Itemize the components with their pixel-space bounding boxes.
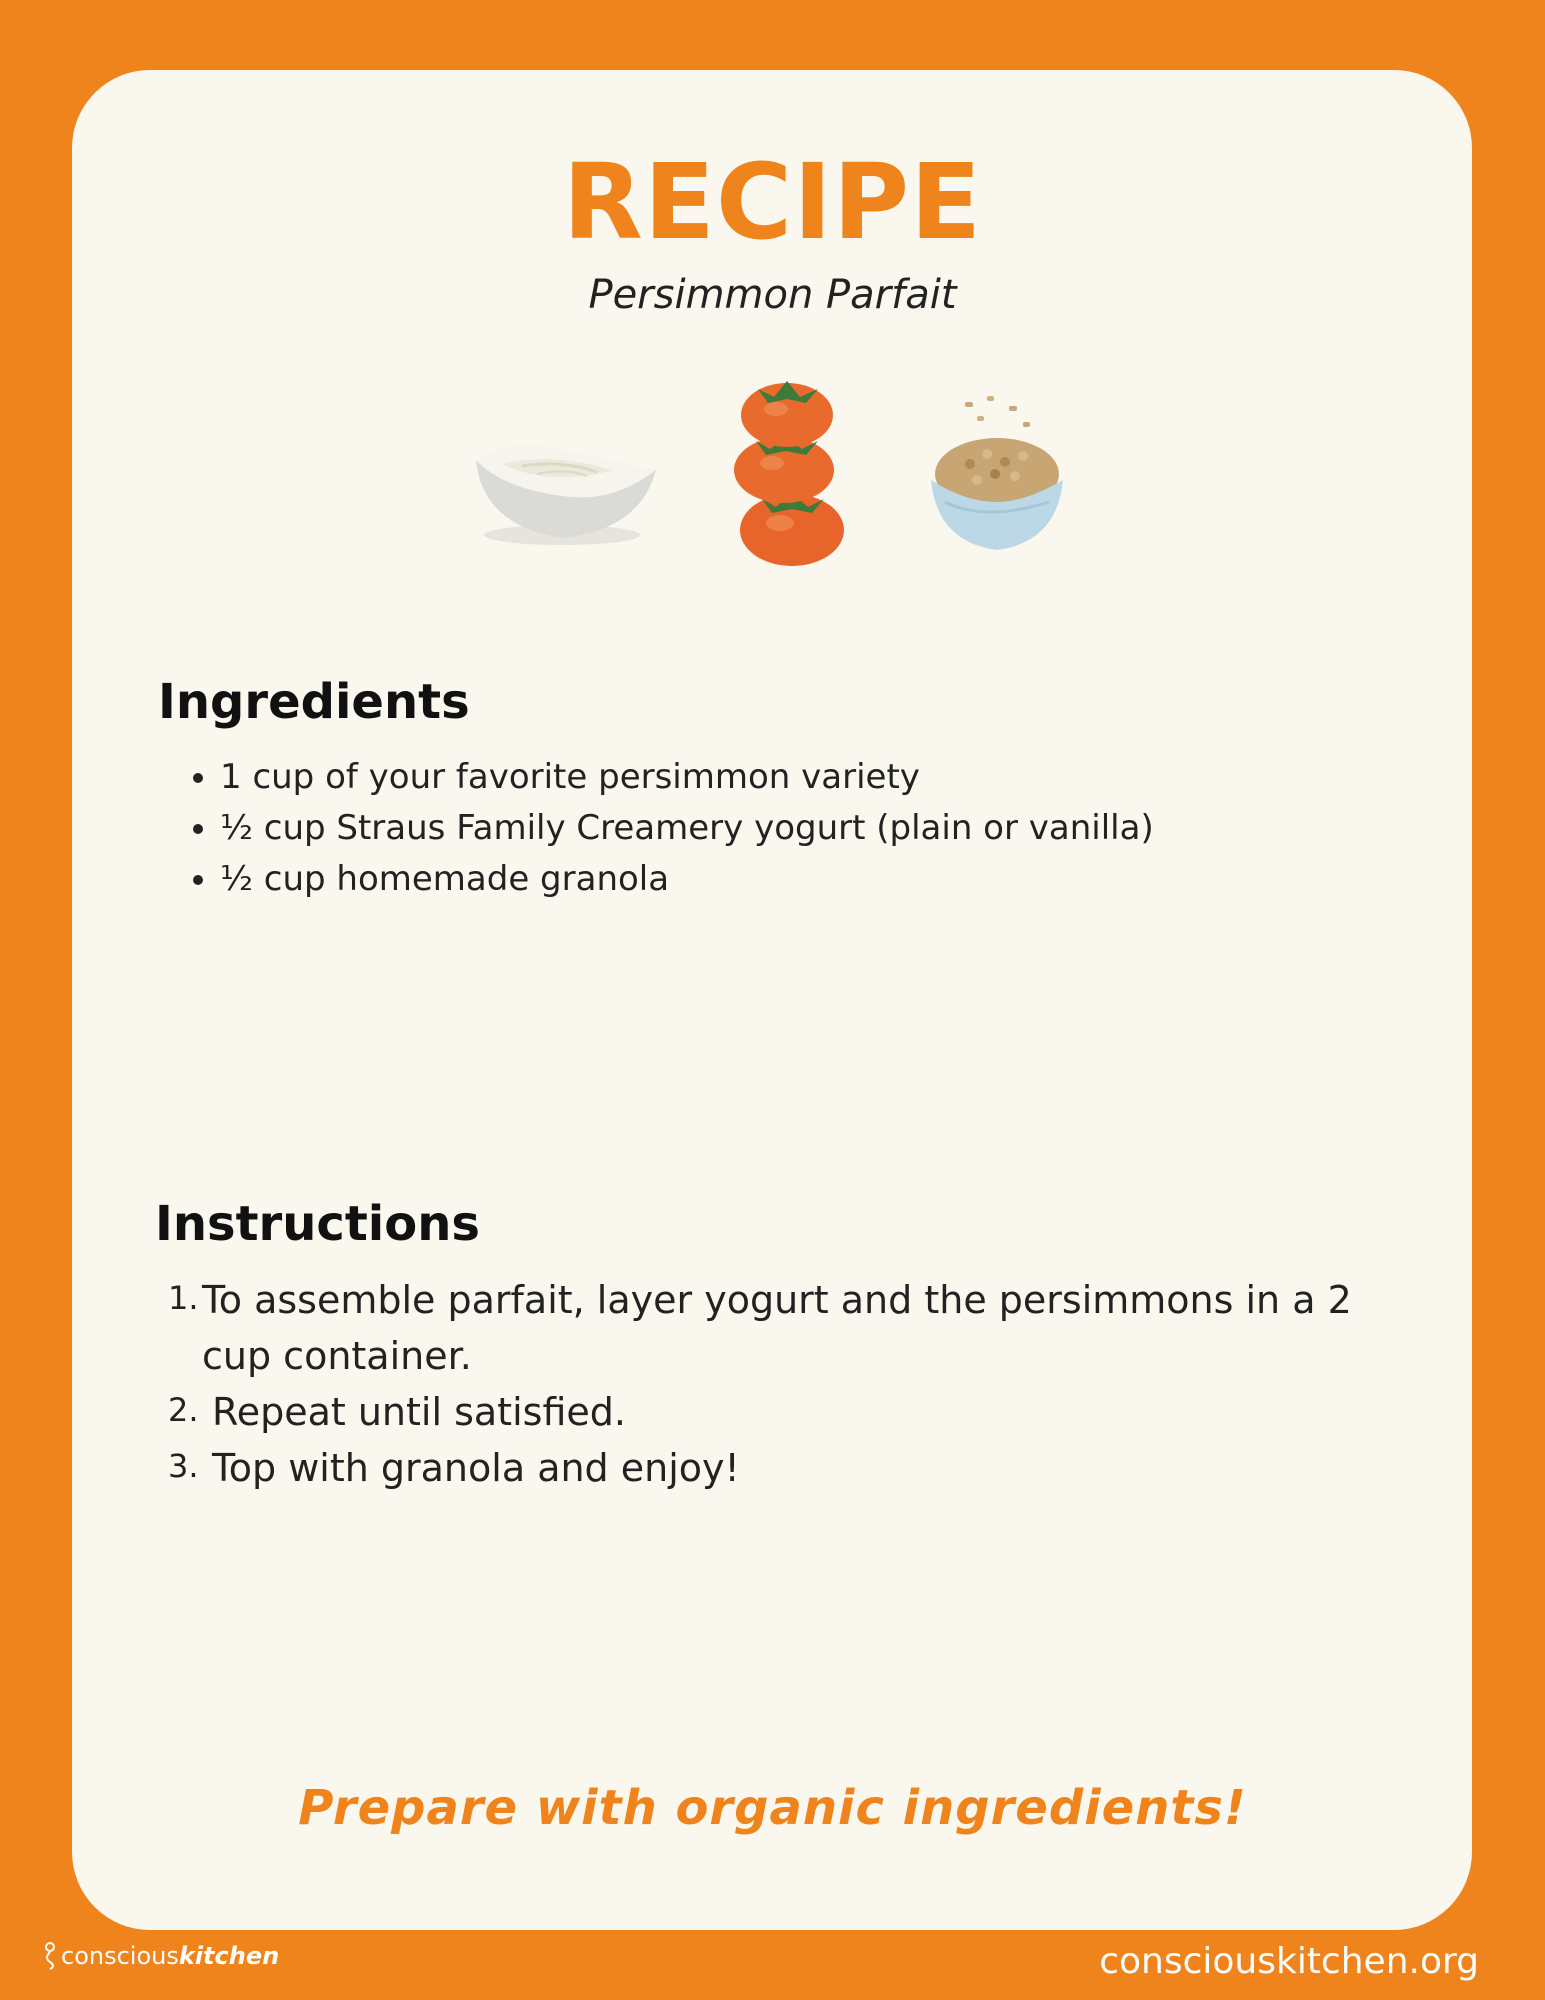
ingredients-heading: Ingredients bbox=[158, 674, 470, 730]
website-link[interactable]: consciouskitchen.org bbox=[1099, 1941, 1479, 1982]
step-number: 3. bbox=[168, 1447, 199, 1485]
step-text-continued: cup container. bbox=[202, 1334, 472, 1378]
organic-tagline: Prepare with organic ingredients! bbox=[298, 1780, 1247, 1836]
ingredients-list bbox=[180, 752, 1154, 905]
bullet-icon bbox=[193, 824, 203, 834]
step-text: Repeat until satisfied. bbox=[212, 1390, 626, 1434]
list-item: ½ cup Straus Family Creamery yogurt (plain or vanilla) bbox=[180, 803, 1154, 854]
recipe-card bbox=[72, 70, 1472, 1930]
step-text: Top with granola and enjoy! bbox=[212, 1446, 740, 1490]
bullet-icon bbox=[193, 773, 203, 783]
bullet-icon bbox=[193, 875, 203, 885]
instructions-heading: Instructions bbox=[155, 1196, 480, 1252]
list-item: 1 cup of your favorite persimmon variety bbox=[180, 752, 1154, 803]
page-title: RECIPE bbox=[562, 141, 983, 263]
chef-figure-icon bbox=[42, 1942, 58, 1970]
step-text: To assemble parfait, layer yogurt and the persimmons in a 2 bbox=[202, 1278, 1352, 1322]
granola-bowl-icon bbox=[925, 392, 1070, 557]
step-number: 2. bbox=[168, 1391, 199, 1429]
recipe-name: Persimmon Parfait bbox=[588, 272, 957, 318]
list-item: ½ cup homemade granola bbox=[180, 854, 1154, 905]
consciouskitchen-logo: conscious kitchen bbox=[42, 1942, 279, 1970]
yogurt-bowl-icon bbox=[462, 430, 662, 550]
persimmon-stack-icon bbox=[732, 375, 852, 570]
step-number: 1. bbox=[168, 1279, 199, 1317]
